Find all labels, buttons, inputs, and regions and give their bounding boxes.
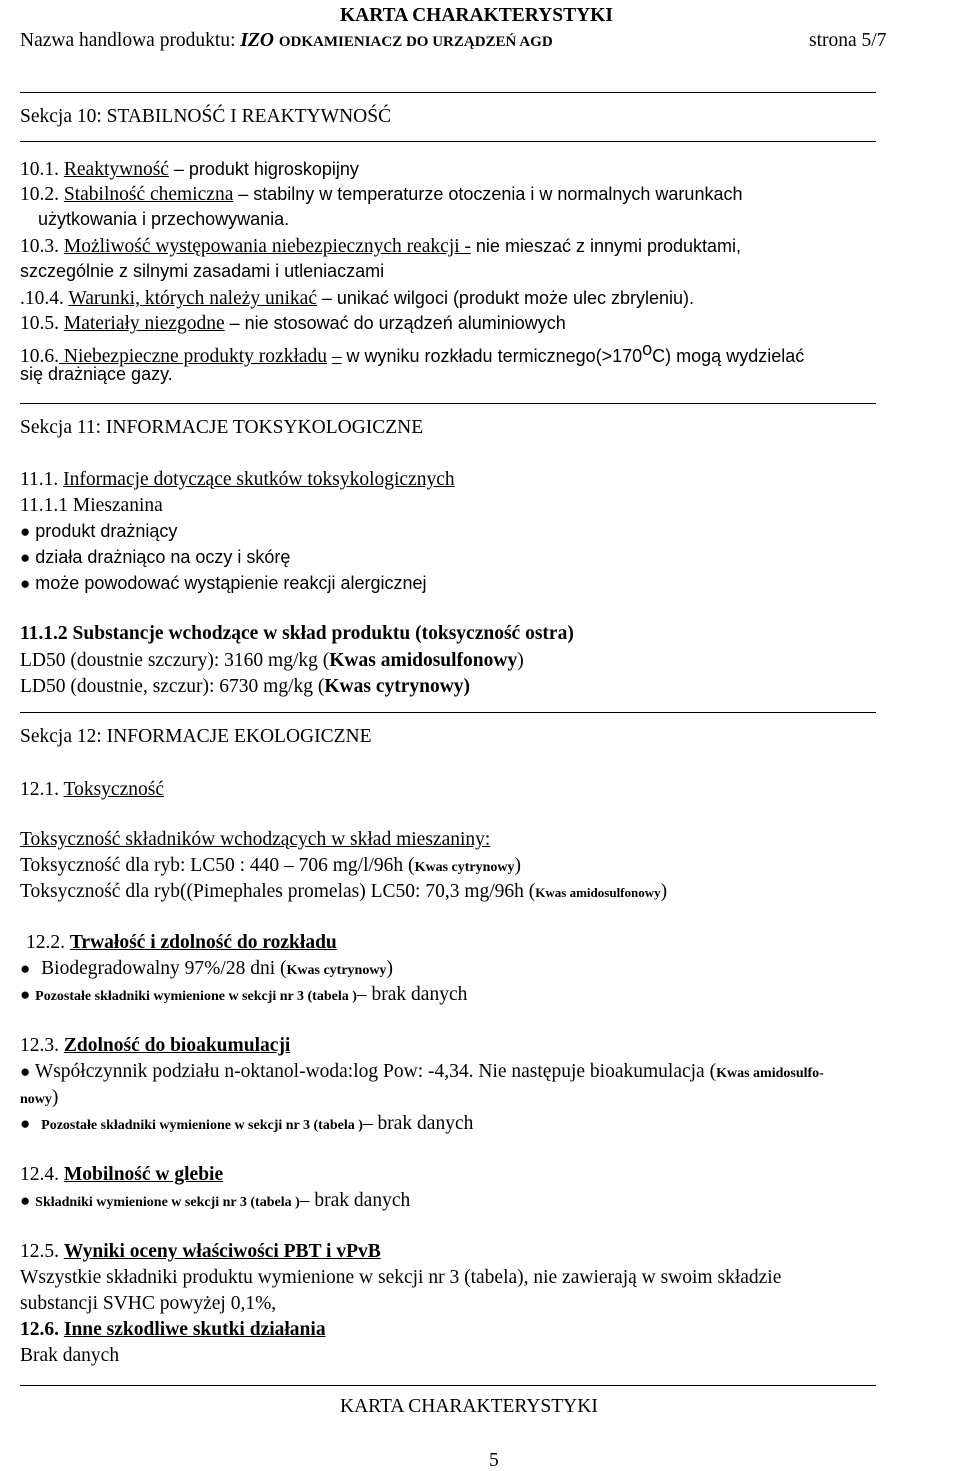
toxicity-heading: Toksyczność składników wchodzących w skład mieszaniny: xyxy=(20,829,491,850)
bullet-item: ● Pozostałe składniki wymienione w sekcji nr 3 (tabela )– brak danych xyxy=(20,1113,474,1134)
bullet-item-cont: nowy) xyxy=(20,1087,59,1108)
bullet-icon: ● xyxy=(20,548,31,567)
item-12-2: 12.2. Trwałość i zdolność do rozkładu xyxy=(26,932,337,953)
item-11-1-1: 11.1.1 Mieszanina xyxy=(20,495,163,516)
item-10-3: 10.3. Możliwość występowania niebezpiecznych reakcji - nie mieszać z innymi produktami, xyxy=(20,236,742,257)
page-label: strona 5/7 xyxy=(809,30,887,51)
section10-title: Sekcja 10: STABILNOŚĆ I REAKTYWNOŚĆ xyxy=(20,106,392,127)
product-name: ODKAMIENIACZ DO URZĄDZEŃ AGD xyxy=(278,34,553,50)
ld50-line: LD50 (doustnie, szczur): 6730 mg/kg (Kwas cytrynowy) xyxy=(20,676,471,697)
item-12-6: 12.6. Inne szkodliwe skutki działania xyxy=(20,1319,326,1340)
header-title: KARTA CHARAKTERYSTYKI xyxy=(340,5,613,26)
item-11-1-2: 11.1.2 Substancje wchodzące w skład produktu (toksyczność ostra) xyxy=(20,623,574,644)
item-10-5: 10.5. Materiały niezgodne – nie stosować do urządzeń aluminiowych xyxy=(20,313,566,334)
item-12-5: 12.5. Wyniki oceny właściwości PBT i vPvB xyxy=(20,1241,381,1262)
item-11-1: 11.1. Informacje dotyczące skutków toksykologicznych xyxy=(20,469,455,490)
pbt-text: Wszystkie składniki produktu wymienione w sekcji nr 3 (tabela), nie zawierają w swoim składzie xyxy=(20,1267,782,1288)
bullet-item: ● produkt drażniący xyxy=(20,521,178,541)
footer-title: KARTA CHARAKTERYSTYKI xyxy=(340,1396,598,1417)
bullet-item: ● działa drażniąco na oczy i skórę xyxy=(20,547,291,567)
product-brand: IZO xyxy=(240,30,274,51)
item-10-3-cont: szczególnie z silnymi zasadami i utleniaczami xyxy=(20,261,385,281)
bullet-item: ● Biodegradowalny 97%/28 dni (Kwas cytrynowy) xyxy=(20,958,393,979)
section12-title: Sekcja 12: INFORMACJE EKOLOGICZNE xyxy=(20,726,372,747)
bullet-icon: ● xyxy=(20,574,31,593)
divider xyxy=(20,403,876,404)
bullet-icon: ● xyxy=(20,959,31,978)
item-10-1: 10.1. Reaktywność – produkt higroskopijny xyxy=(20,159,359,180)
item-12-1: 12.1. Toksyczność xyxy=(20,779,164,800)
other-effects-text: Brak danych xyxy=(20,1345,120,1366)
divider xyxy=(20,1385,876,1386)
bullet-icon: ● xyxy=(20,522,31,541)
bullet-item: ● może powodować wystąpienie reakcji alergicznej xyxy=(20,573,427,593)
divider xyxy=(20,712,876,713)
toxicity-line: Toksyczność dla ryb((Pimephales promelas) LC50: 70,3 mg/96h (Kwas amidosulfonowy) xyxy=(20,881,668,902)
bullet-icon: ● xyxy=(20,1114,31,1133)
item-12-3: 12.3. Zdolność do bioakumulacji xyxy=(20,1035,291,1056)
item-10-6: 10.6. Niebezpieczne produkty rozkładu – w wyniku rozkładu $termicznego(>170^oC)$ mogą wydzielać xyxy=(20,339,805,367)
ld50-line: LD50 (doustnie szczury): 3160 mg/kg (Kwas amidosulfonowy) xyxy=(20,650,524,671)
item-12-4: 12.4. Mobilność w glebie xyxy=(20,1164,224,1185)
bullet-icon: ● xyxy=(20,985,31,1004)
bullet-item: ● Współczynnik podziału n-oktanol-woda:log Pow: -4,34. Nie następuje bioakumulacja (Kwas amidosulfo- xyxy=(20,1061,824,1082)
pbt-text: substancji SVHC powyżej 0,1%, xyxy=(20,1293,277,1314)
toxicity-line: Toksyczność dla ryb: LC50 : 440 – 706 mg/l/96h (Kwas cytrynowy) xyxy=(20,855,521,876)
header-product-line xyxy=(20,31,553,51)
trade-name-label: Nazwa handlowa produktu: xyxy=(20,30,236,51)
bullet-icon: ● xyxy=(20,1191,31,1210)
bullet-item: ● Pozostałe składniki wymienione w sekcji nr 3 (tabela )– brak danych xyxy=(20,984,468,1005)
item-10-4: .10.4. Warunki, których należy unikać – unikać wilgoci (produkt może ulec zbryleniu). xyxy=(20,288,695,309)
bullet-item: ● Składniki wymienione w sekcji nr 3 (tabela )– brak danych xyxy=(20,1190,411,1211)
page-number: 5 xyxy=(489,1450,499,1471)
divider xyxy=(20,92,876,93)
section11-title: Sekcja 11: INFORMACJE TOKSYKOLOGICZNE xyxy=(20,417,424,438)
bullet-icon: ● xyxy=(20,1062,31,1081)
item-10-6-cont: się drażniące gazy. xyxy=(20,364,173,384)
item-10-2: 10.2. Stabilność chemiczna – stabilny w temperaturze otoczenia i w normalnych warunkach xyxy=(20,184,743,205)
divider xyxy=(20,141,876,142)
item-10-2-cont: użytkowania i przechowywania. xyxy=(38,209,290,229)
